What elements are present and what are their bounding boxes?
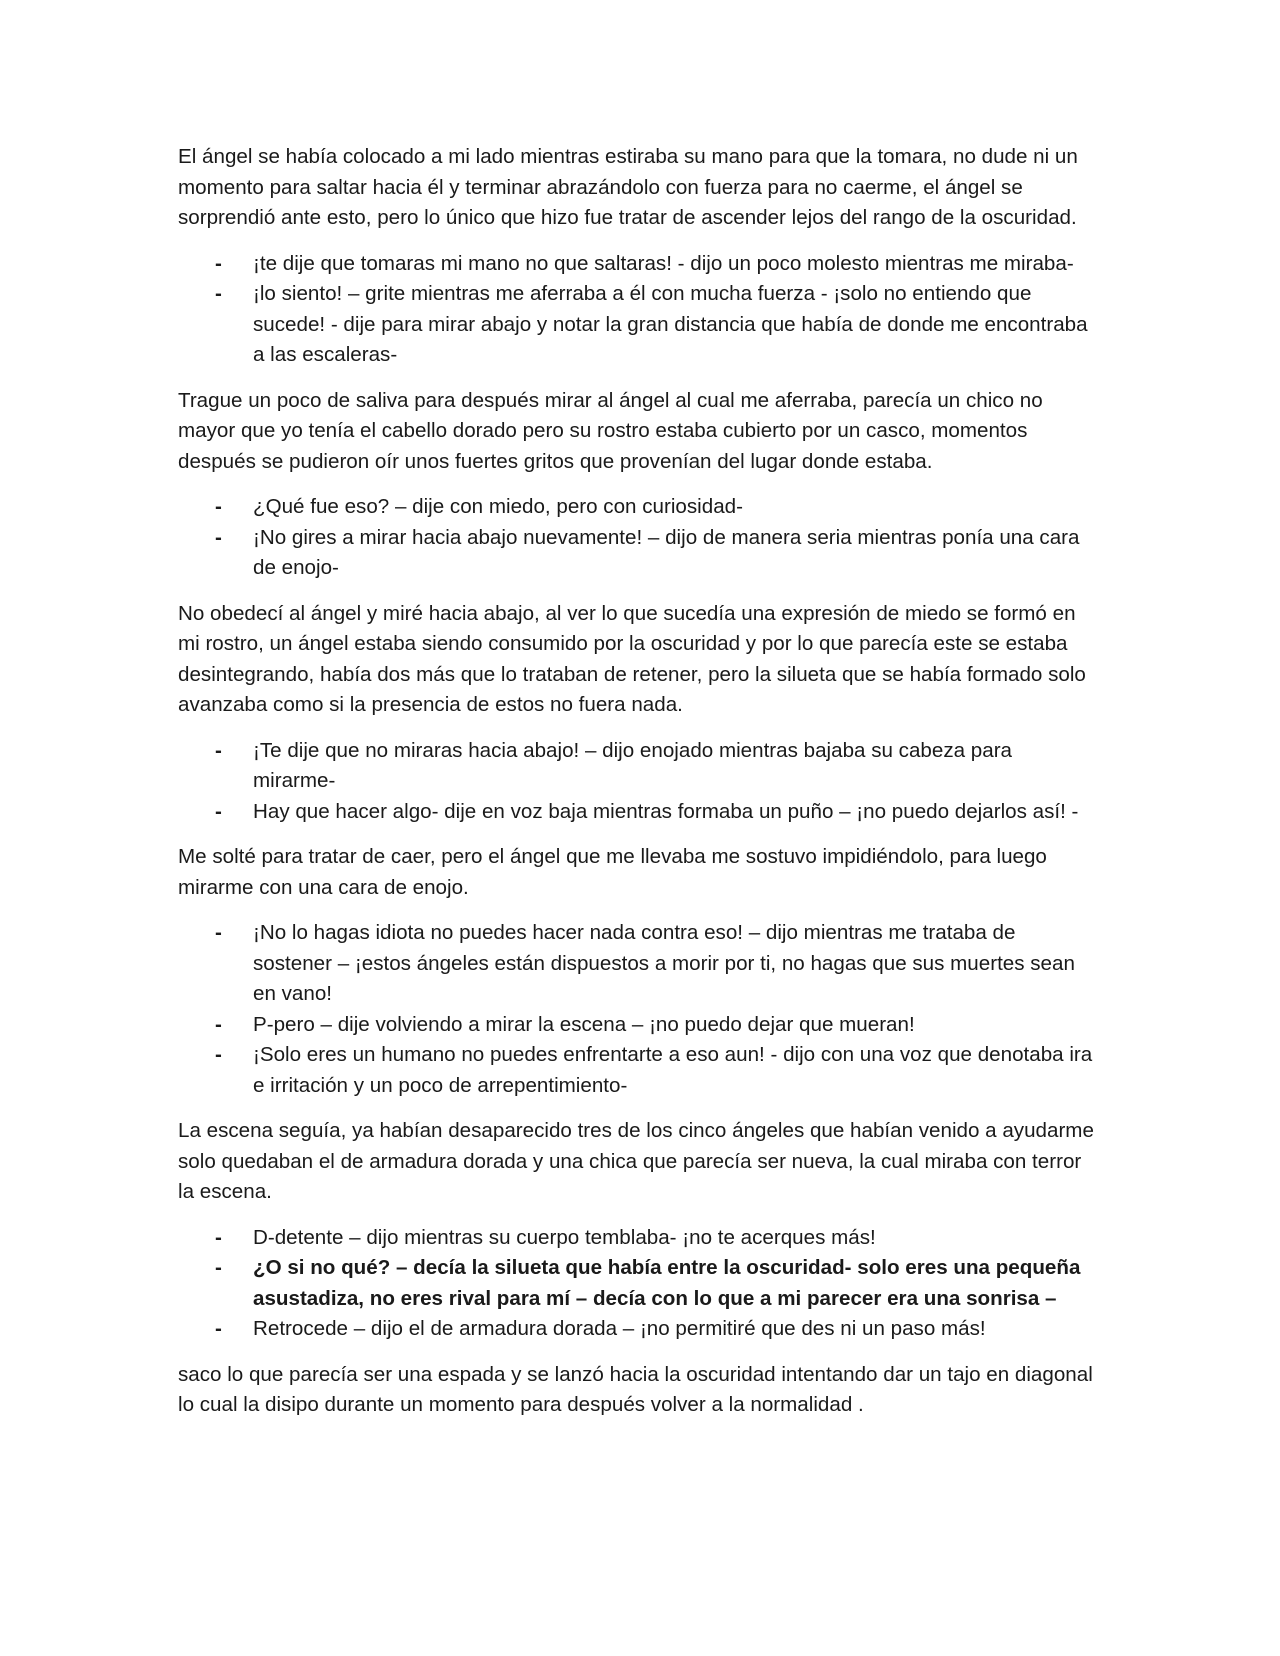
dash-bullet: - <box>215 495 222 518</box>
dialogue-line <box>178 1010 1098 1041</box>
dialogue-list <box>178 492 1098 584</box>
paragraph: Me solté para tratar de caer, pero el ángel que me llevaba me sostuvo impidiéndolo, para luego mirarme con una cara de enojo. <box>178 845 1047 899</box>
paragraph: El ángel se había colocado a mi lado mientras estiraba su mano para que la tomara, no dude ni un momento para saltar hacia él y terminar abrazándolo con fuerza para no caerme, el ángel se sorprendió ante esto, pero lo único que hizo fue tratar de ascender lejos del rango de la oscuridad. <box>178 145 1078 229</box>
dialogue-list <box>178 1223 1098 1345</box>
dialogue-line <box>178 1314 1098 1345</box>
dialogue-list <box>178 918 1098 1101</box>
dialogue-text-bold: ¿O si no qué? – decía la silueta que había entre la oscuridad- solo eres una pequeña asustadiza, no eres rival para mí – decía con lo que a mi parecer era una sonrisa – <box>253 1256 1081 1310</box>
paragraph: No obedecí al ángel y miré hacia abajo, al ver lo que sucedía una expresión de miedo se formó en mi rostro, un ángel estaba siendo consumido por la oscuridad y por lo que parecía este se estaba desintegrando, había dos más que lo trataban de retener, pero la silueta que se había formado solo avanzaba como si la presencia de estos no fuera nada. <box>178 601 1086 716</box>
dash-bullet: - <box>215 1256 222 1279</box>
dash-bullet: - <box>215 1225 222 1249</box>
document-page <box>178 142 1098 1436</box>
dialogue-line <box>178 249 1098 280</box>
dialogue-line <box>178 736 1098 797</box>
dash-bullet: - <box>215 251 222 275</box>
dash-bullet: - <box>215 738 222 762</box>
dialogue-line <box>178 523 1098 584</box>
dialogue-line <box>178 918 1098 1010</box>
dialogue-text: ¡No gires a mirar hacia abajo nuevamente! – dijo de manera seria mientras ponía una cara de enojo- <box>253 525 1080 579</box>
dialogue-line <box>178 279 1098 371</box>
dash-bullet: - <box>215 525 222 549</box>
dialogue-text: ¡te dije que tomaras mi mano no que saltaras! - dijo un poco molesto mientras me miraba- <box>253 251 1074 275</box>
paragraph: saco lo que parecía ser una espada y se lanzó hacia la oscuridad intentando dar un tajo en diagonal lo cual la disipo durante un momento para después volver a la normalidad . <box>178 1362 1093 1416</box>
dialogue-text: D-detente – dijo mientras su cuerpo temblaba- ¡no te acerques más! <box>253 1225 876 1249</box>
dash-bullet: - <box>215 799 222 823</box>
dialogue-line <box>178 492 1098 523</box>
dialogue-text: ¡Solo eres un humano no puedes enfrentarte a eso aun! - dijo con una voz que denotaba ira e irritación y un poco de arrepentimiento- <box>253 1043 1093 1097</box>
dash-bullet: - <box>215 1012 222 1036</box>
dialogue-text: ¡No lo hagas idiota no puedes hacer nada contra eso! – dijo mientras me trataba de sostener – ¡estos ángeles están dispuestos a morir por ti, no hagas que sus muertes sean en vano! <box>253 921 1075 1005</box>
dialogue-text: Retrocede – dijo el de armadura dorada – ¡no permitiré que des ni un paso más! <box>253 1317 986 1340</box>
dash-bullet: - <box>215 282 222 305</box>
dash-bullet: - <box>215 921 222 944</box>
dash-bullet: - <box>215 1317 222 1340</box>
dialogue-list <box>178 736 1098 828</box>
dialogue-line <box>178 1223 1098 1254</box>
dialogue-text: P-pero – dije volviendo a mirar la escena – ¡no puedo dejar que mueran! <box>253 1012 915 1036</box>
paragraph: Trague un poco de saliva para después mirar al ángel al cual me aferraba, parecía un chico no mayor que yo tenía el cabello dorado pero su rostro estaba cubierto por un casco, momentos después se pudieron oír unos fuertes gritos que provenían del lugar donde estaba. <box>178 388 1043 473</box>
dialogue-text: ¡Te dije que no miraras hacia abajo! – dijo enojado mientras bajaba su cabeza para mirarme- <box>253 738 1013 792</box>
dash-bullet: - <box>215 1043 222 1066</box>
dialogue-text: ¡lo siento! – grite mientras me aferraba a él con mucha fuerza - ¡solo no entiendo que sucede! - dije para mirar abajo y notar la gran distancia que había de donde me encontraba a las escaleras- <box>253 282 1088 366</box>
dialogue-text: Hay que hacer algo- dije en voz baja mientras formaba un puño – ¡no puedo dejarlos así! - <box>253 799 1079 823</box>
dialogue-line <box>178 1253 1098 1314</box>
dialogue-text: ¿Qué fue eso? – dije con miedo, pero con curiosidad- <box>253 495 743 518</box>
paragraph: La escena seguía, ya habían desaparecido tres de los cinco ángeles que habían venido a ayudarme solo quedaban el de armadura dorada y una chica que parecía ser nueva, la cual miraba con terror la escena. <box>178 1119 1094 1203</box>
dialogue-line <box>178 797 1098 828</box>
dialogue-list <box>178 249 1098 371</box>
dialogue-line <box>178 1040 1098 1101</box>
